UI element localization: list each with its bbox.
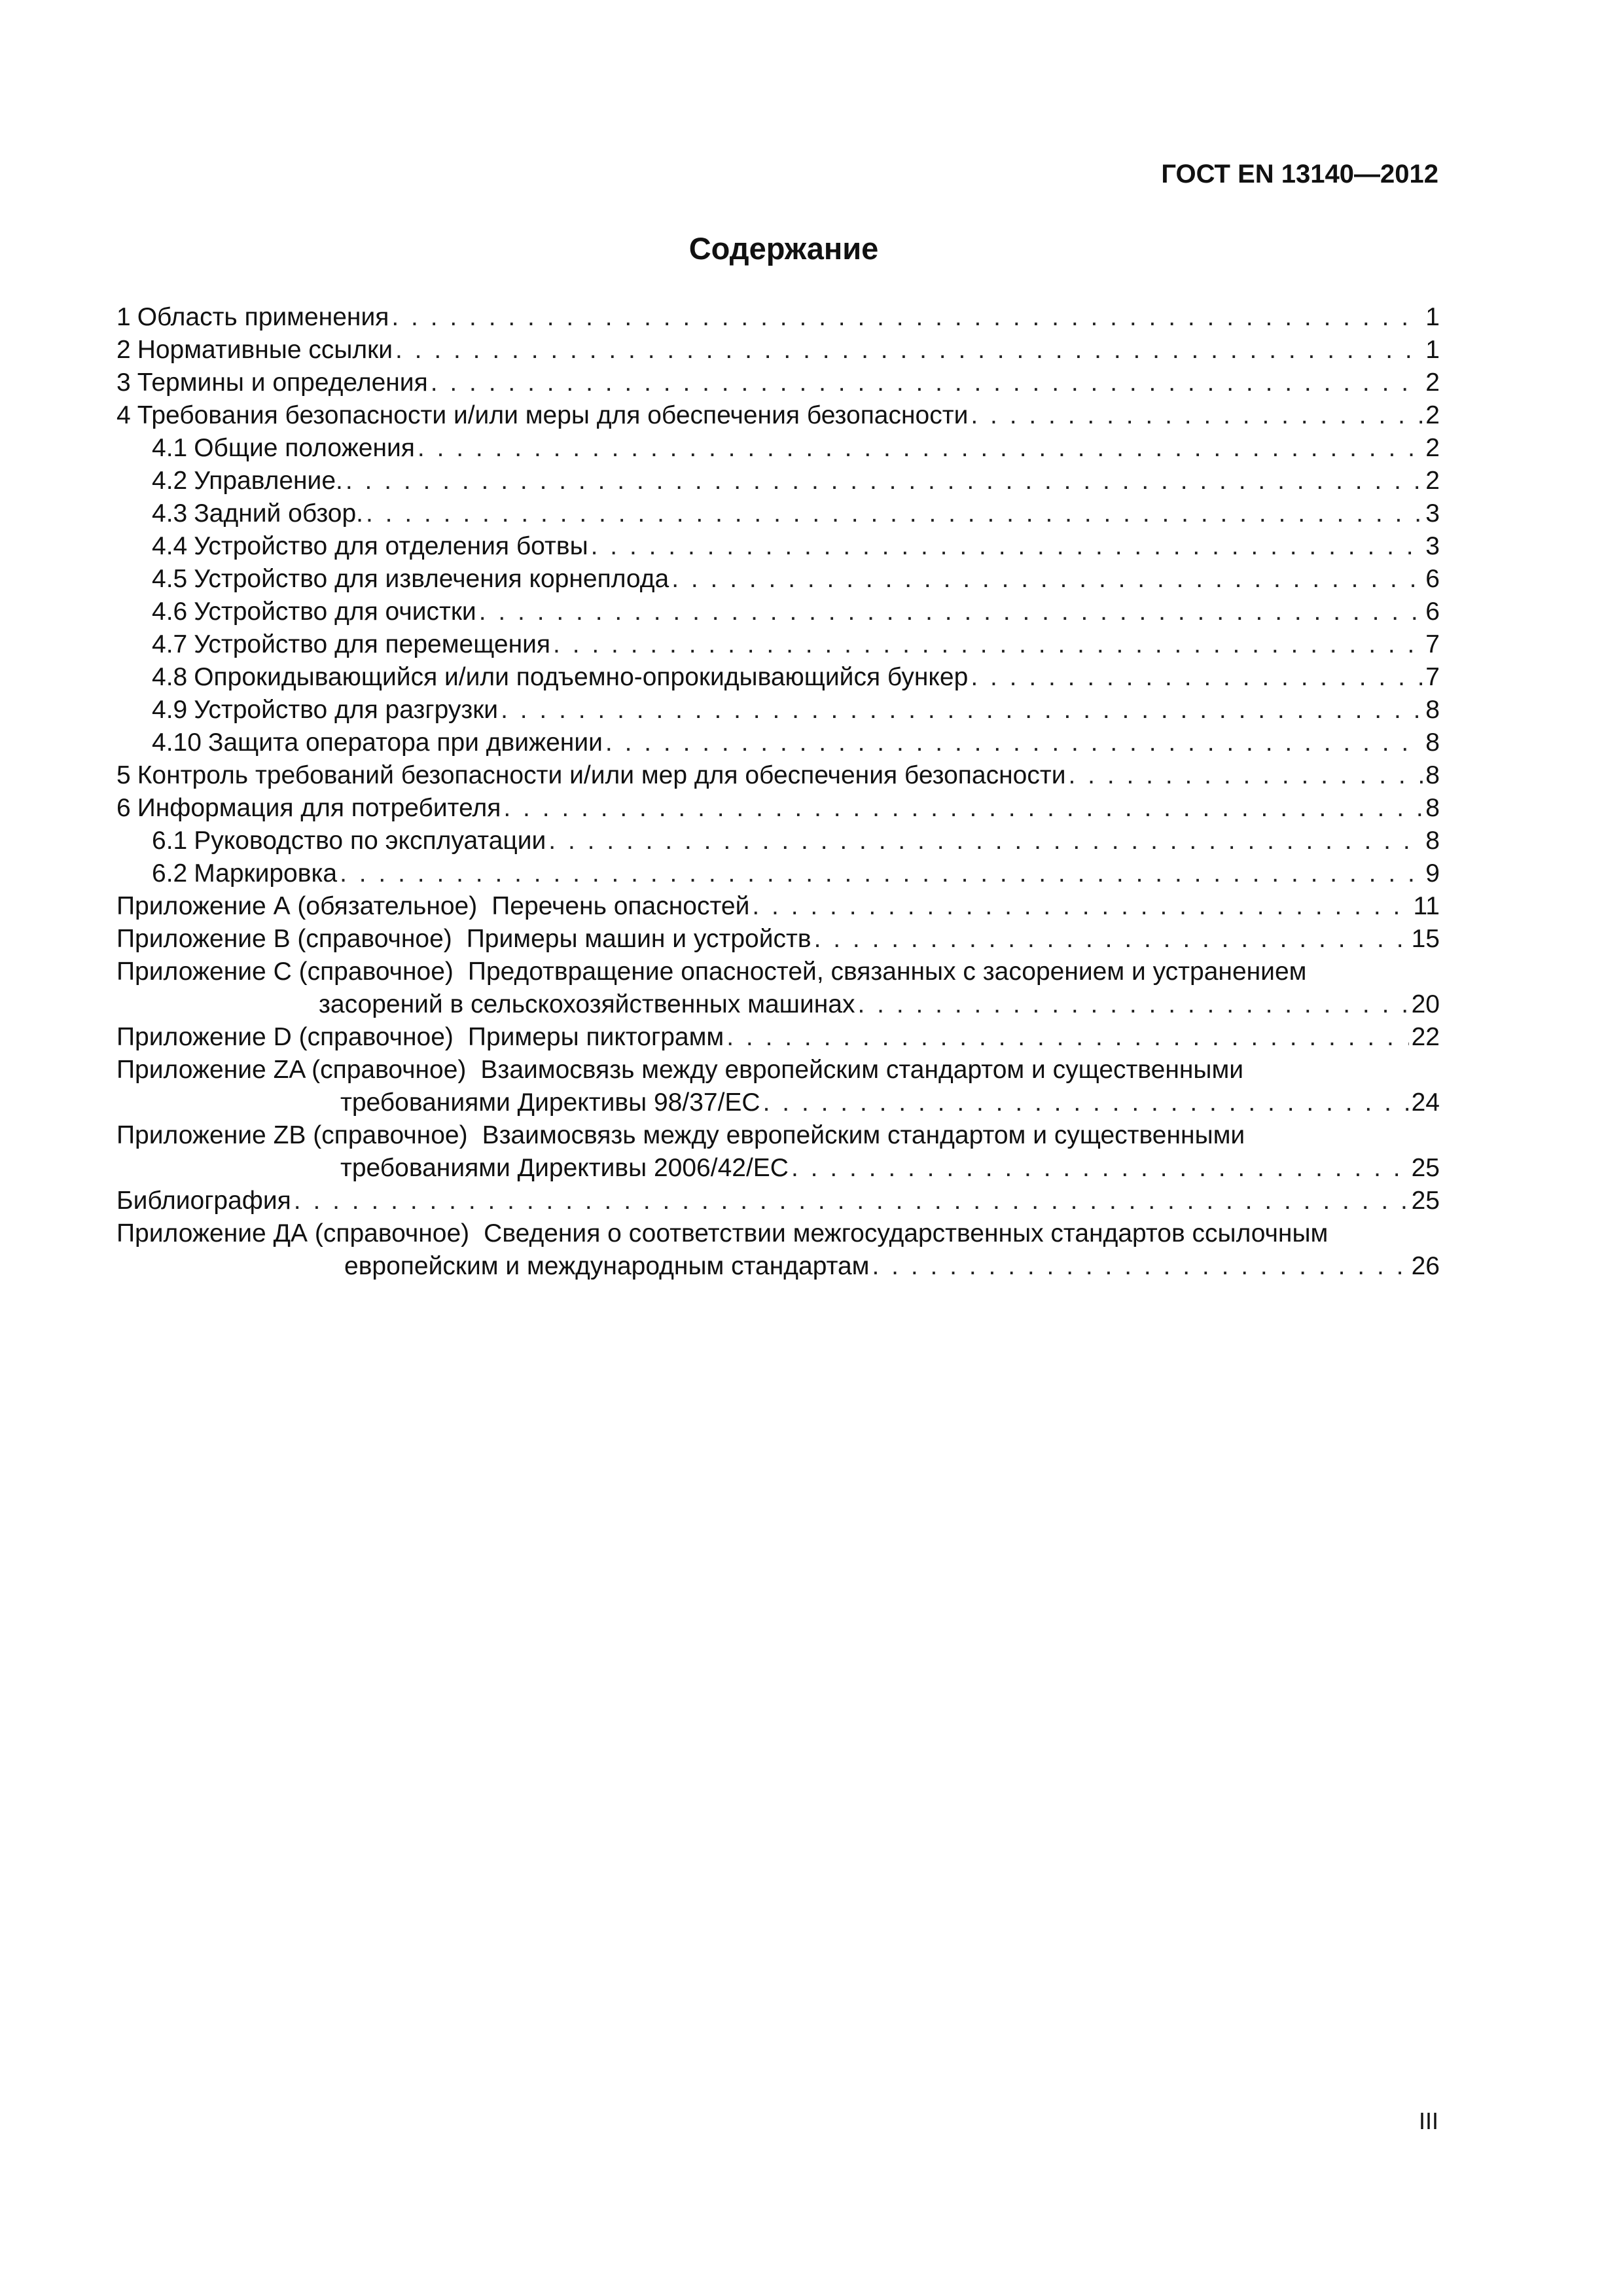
toc-number: 5 bbox=[116, 761, 131, 789]
toc-entry-4-4[interactable] bbox=[116, 530, 1440, 563]
toc-entry-6-1[interactable] bbox=[116, 825, 1440, 857]
toc-annex-da-continued[interactable] bbox=[116, 1250, 1440, 1283]
toc-page: 7 bbox=[1425, 663, 1440, 691]
toc-leader bbox=[789, 1152, 1409, 1185]
toc-annex-b[interactable] bbox=[116, 923, 1440, 956]
toc-entry-1[interactable] bbox=[116, 301, 1440, 334]
page-title: Содержание bbox=[688, 231, 879, 266]
toc-leader bbox=[603, 726, 1423, 759]
toc-title: Устройство для очистки bbox=[194, 598, 476, 626]
page-number: III bbox=[1418, 2108, 1438, 2134]
toc-title-continued: европейским и международным стандартам bbox=[344, 1252, 870, 1280]
toc-title: Перечень опасностей bbox=[491, 892, 750, 920]
toc-entry-4-3[interactable] bbox=[116, 497, 1440, 530]
toc-page: 26 bbox=[1411, 1252, 1440, 1280]
toc-page: 15 bbox=[1411, 925, 1440, 953]
toc-page: 3 bbox=[1425, 499, 1440, 528]
toc-page: 1 bbox=[1425, 303, 1440, 331]
toc-title: Требования безопасности и/или меры для обеспечения безопасности bbox=[137, 401, 969, 429]
toc-page: 20 bbox=[1411, 990, 1440, 1018]
toc-title: Предотвращение опасностей, связанных с засорением и устранением bbox=[467, 958, 1307, 986]
toc-leader bbox=[760, 1086, 1409, 1119]
toc-page: 9 bbox=[1425, 859, 1440, 888]
toc-title: Защита оператора при движении bbox=[207, 728, 603, 757]
toc-leader bbox=[389, 301, 1423, 334]
toc-leader bbox=[291, 1185, 1409, 1217]
toc-leader bbox=[546, 825, 1423, 857]
toc-page: 2 bbox=[1425, 467, 1440, 495]
toc-page: 8 bbox=[1425, 728, 1440, 757]
toc-leader bbox=[749, 890, 1410, 923]
toc-bibliography[interactable] bbox=[116, 1185, 1440, 1217]
toc-title: Управление. bbox=[194, 467, 343, 495]
toc-page: 8 bbox=[1425, 696, 1440, 724]
toc-number: 4.7 bbox=[152, 630, 188, 658]
toc-page: 6 bbox=[1425, 598, 1440, 626]
toc-title-continued: засорений в сельскохозяйственных машинах bbox=[319, 990, 855, 1018]
toc-number: 6.2 bbox=[152, 859, 188, 888]
toc-annex-label: Приложение А (обязательное) bbox=[116, 892, 478, 920]
toc-number: 4.3 bbox=[152, 499, 188, 528]
toc-number: 4.8 bbox=[152, 663, 188, 691]
toc-annex-c[interactable] bbox=[116, 956, 1440, 988]
toc-number: 4.4 bbox=[152, 532, 188, 560]
toc-annex-label: Приложение С (справочное) bbox=[116, 958, 454, 986]
toc-leader bbox=[428, 367, 1423, 399]
toc-annex-c-continued[interactable] bbox=[116, 988, 1440, 1021]
toc-number: 4.5 bbox=[152, 565, 188, 593]
toc-entry-4-2[interactable] bbox=[116, 465, 1440, 497]
toc-leader bbox=[393, 334, 1423, 367]
toc-number: 4.10 bbox=[152, 728, 202, 757]
toc-page: 8 bbox=[1425, 827, 1440, 855]
toc-title: Взаимосвязь между европейским стандартом и существенными bbox=[482, 1121, 1245, 1149]
toc-entry-6-2[interactable] bbox=[116, 857, 1440, 890]
toc-entry-4-5[interactable] bbox=[116, 563, 1440, 596]
toc-title: Область применения bbox=[137, 303, 389, 331]
toc-leader bbox=[968, 661, 1423, 694]
toc-annex-label: Приложение ZB (справочное) bbox=[116, 1121, 468, 1149]
toc-title: Устройство для разгрузки bbox=[194, 696, 499, 724]
toc-title: Информация для потребителя bbox=[137, 794, 501, 822]
toc-title: Общие положения bbox=[194, 434, 415, 462]
toc-leader bbox=[550, 628, 1423, 661]
toc-page: 1 bbox=[1425, 336, 1440, 364]
toc-number: 6.1 bbox=[152, 827, 188, 855]
toc-title: Примеры машин и устройств bbox=[466, 925, 812, 953]
toc-leader bbox=[498, 694, 1423, 726]
document-code: ГОСТ EN 13140—2012 bbox=[1161, 160, 1438, 188]
toc-page: 7 bbox=[1425, 630, 1440, 658]
toc-annex-zb-continued[interactable] bbox=[116, 1152, 1440, 1185]
toc-title: Нормативные ссылки bbox=[137, 336, 393, 364]
toc-title: Примеры пиктограмм bbox=[467, 1023, 724, 1051]
toc-annex-d[interactable] bbox=[116, 1021, 1440, 1054]
toc-title-continued: требованиями Директивы 98/37/ЕС bbox=[340, 1088, 760, 1117]
toc-leader bbox=[476, 596, 1423, 628]
toc-page: 22 bbox=[1411, 1023, 1440, 1051]
toc-annex-label: Приложение В (справочное) bbox=[116, 925, 452, 953]
toc-number: 4.1 bbox=[152, 434, 188, 462]
toc-entry-4-10[interactable] bbox=[116, 726, 1440, 759]
toc-number: 6 bbox=[116, 794, 131, 822]
table-of-contents bbox=[116, 301, 1440, 1283]
toc-leader bbox=[363, 497, 1423, 530]
toc-annex-label: Приложение D (справочное) bbox=[116, 1023, 454, 1051]
toc-annex-za-continued[interactable] bbox=[116, 1086, 1440, 1119]
toc-annex-za[interactable] bbox=[116, 1054, 1440, 1086]
toc-page: 25 bbox=[1411, 1154, 1440, 1182]
toc-leader bbox=[415, 432, 1423, 465]
toc-leader bbox=[669, 563, 1423, 596]
toc-leader bbox=[855, 988, 1408, 1021]
toc-number: 4 bbox=[116, 401, 131, 429]
toc-number: 4.2 bbox=[152, 467, 188, 495]
toc-title: Сведения о соответствии межгосударственных стандартов ссылочным bbox=[484, 1219, 1329, 1247]
toc-number: 1 bbox=[116, 303, 131, 331]
toc-number: 4.6 bbox=[152, 598, 188, 626]
toc-title: Устройство для отделения ботвы bbox=[194, 532, 588, 560]
toc-entry-4-9[interactable] bbox=[116, 694, 1440, 726]
toc-page: 24 bbox=[1411, 1088, 1440, 1117]
toc-leader bbox=[337, 857, 1423, 890]
toc-leader bbox=[343, 465, 1423, 497]
toc-entry-4-1[interactable] bbox=[116, 432, 1440, 465]
toc-page: 11 bbox=[1413, 892, 1440, 920]
toc-page: 6 bbox=[1425, 565, 1440, 593]
toc-title: Устройство для извлечения корнеплода bbox=[194, 565, 669, 593]
toc-entry-5[interactable] bbox=[116, 759, 1440, 792]
toc-title: Библиография bbox=[116, 1187, 291, 1215]
toc-leader bbox=[812, 923, 1409, 956]
toc-entry-4-7[interactable] bbox=[116, 628, 1440, 661]
toc-entry-4-8[interactable] bbox=[116, 661, 1440, 694]
toc-entry-6[interactable] bbox=[116, 792, 1440, 825]
toc-annex-da[interactable] bbox=[116, 1217, 1440, 1250]
toc-number: 3 bbox=[116, 368, 131, 397]
toc-title: Устройство для перемещения bbox=[194, 630, 551, 658]
toc-title: Маркировка bbox=[194, 859, 338, 888]
toc-page: 8 bbox=[1425, 761, 1440, 789]
toc-title: Задний обзор. bbox=[194, 499, 363, 528]
toc-entry-3[interactable] bbox=[116, 367, 1440, 399]
toc-annex-a[interactable] bbox=[116, 890, 1440, 923]
toc-entry-4[interactable] bbox=[116, 399, 1440, 432]
toc-leader bbox=[724, 1021, 1408, 1054]
toc-number: 4.9 bbox=[152, 696, 188, 724]
toc-title: Контроль требований безопасности и/или мер для обеспечения безопасности bbox=[137, 761, 1066, 789]
toc-leader bbox=[968, 399, 1423, 432]
toc-page: 2 bbox=[1425, 401, 1440, 429]
toc-title: Термины и определения bbox=[137, 368, 428, 397]
toc-page: 8 bbox=[1425, 794, 1440, 822]
toc-page: 25 bbox=[1411, 1187, 1440, 1215]
toc-annex-zb[interactable] bbox=[116, 1119, 1440, 1152]
toc-title: Взаимосвязь между европейским стандартом и существенными bbox=[480, 1056, 1244, 1084]
toc-leader bbox=[870, 1250, 1409, 1283]
toc-title-continued: требованиями Директивы 2006/42/ЕС bbox=[340, 1154, 789, 1182]
toc-entry-2[interactable] bbox=[116, 334, 1440, 367]
toc-annex-label: Приложение ZA (справочное) bbox=[116, 1056, 467, 1084]
toc-leader bbox=[501, 792, 1423, 825]
toc-number: 2 bbox=[116, 336, 131, 364]
toc-annex-label: Приложение ДА (справочное) bbox=[116, 1219, 470, 1247]
toc-entry-4-6[interactable] bbox=[116, 596, 1440, 628]
toc-page: 3 bbox=[1425, 532, 1440, 560]
toc-page: 2 bbox=[1425, 368, 1440, 397]
toc-page: 2 bbox=[1425, 434, 1440, 462]
toc-title: Руководство по эксплуатации bbox=[194, 827, 546, 855]
toc-leader bbox=[1065, 759, 1423, 792]
toc-leader bbox=[588, 530, 1423, 563]
toc-title: Опрокидывающийся и/или подъемно-опрокидывающийся бункер bbox=[194, 663, 969, 691]
